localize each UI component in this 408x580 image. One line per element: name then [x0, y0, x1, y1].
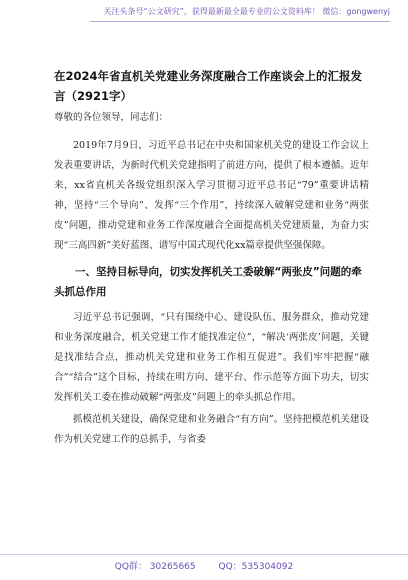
- document-title: 在2024年省直机关党建业务深度融合工作座谈会上的汇报发言（2921字）: [54, 69, 363, 103]
- footer-contacts: [0, 554, 408, 572]
- section-heading: 一、坚持目标导向，切实发挥机关工委破解“两张皮”问题的牵头抓总作用: [54, 266, 362, 298]
- footer-qq: QQ：535304092: [218, 562, 294, 572]
- paragraph-section-2: 抓模范机关建设，确保党建和业务融合“有方向”。坚持把模范机关建设作为机关党建工作的总抓手，与省委: [54, 414, 369, 445]
- salutation: 尊敬的各位领导，同志们：: [54, 112, 169, 123]
- paragraph-intro: 2019年7月9日，习近平总书记在中央和国家机关党的建设工作会议上发表重要讲话，为新时代机关党建指明了前进方向，提供了根本遵循。近年来，xx省直机关各级党组织深入学习贯彻习近平总书记“79”重要讲话精神，坚持“三个导向”、发挥“三个作用”，持续深入破解党建和业务“两张皮”问题，推动党建和业务工作深度融合全面提高机关党建质量，为奋力实现“三高四新”美好蓝图、谱写中国式现代化xx篇章提供坚强保障。: [54, 140, 369, 251]
- header-banner: 关注头条号“公文研究”，获得最新最全最专业的公文资料库！ 微信：gongwenyj: [90, 6, 390, 22]
- paragraph-section-1: 习近平总书记强调，“只有围绕中心、建设队伍、服务群众，推动党建和业务深度融合，机关党建工作才能找准定位”，“解决‘两张皮’问题，关键是找准结合点，推动机关党建和业务工作相互促进”。我们牢牢把握“融合”“结合”这个目标，持续在明方向、建平台、作示范等方面下功夫，切实发挥机关工委在推动破解“两张皮”问题上的牵头抓总作用。: [54, 312, 369, 403]
- document-body: [54, 66, 369, 452]
- footer-qq-group: QQ群： 30265665: [114, 562, 196, 572]
